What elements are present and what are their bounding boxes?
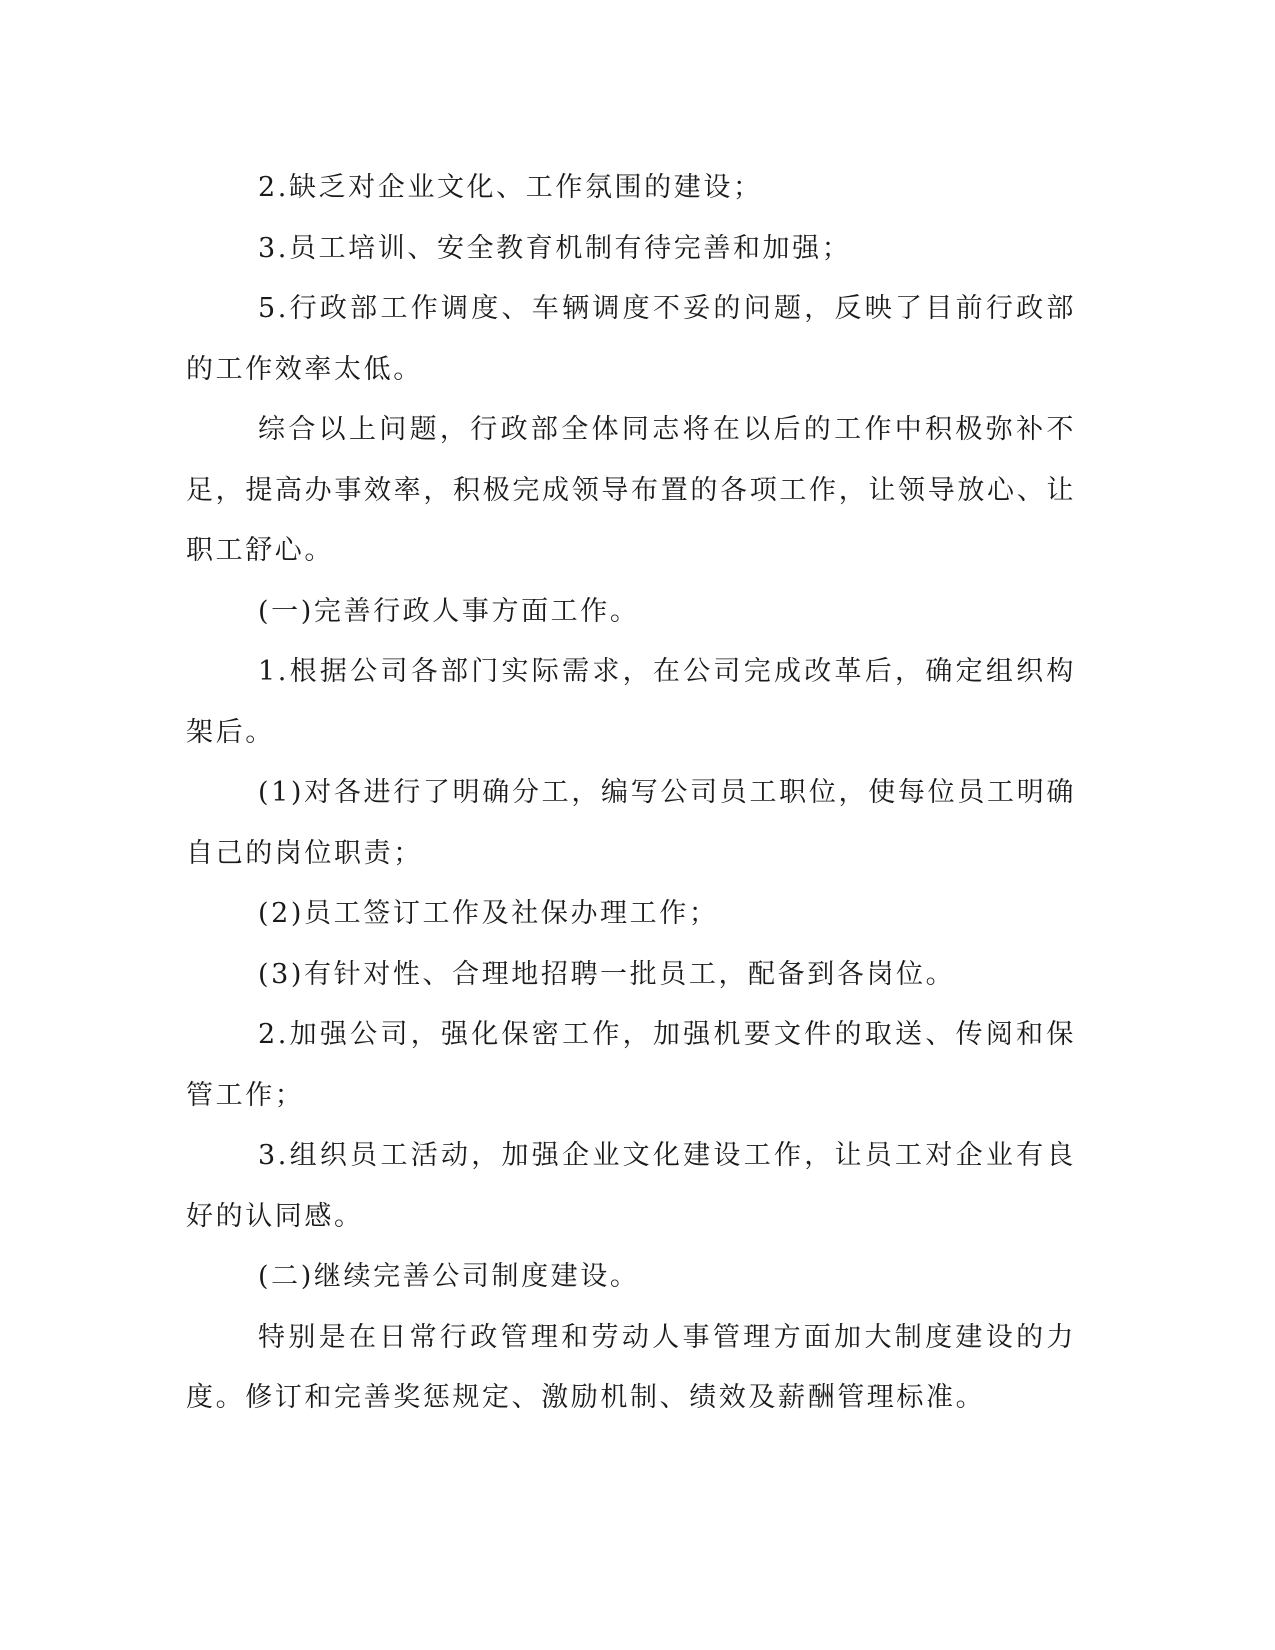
paragraph: 3.员工培训、安全教育机制有待完善和加强； [258,232,852,264]
paragraph: 1.根据公司各部门实际需求，在公司完成改革后，确定组织构架后。 [186,656,1076,748]
paragraph: 5.行政部工作调度、车辆调度不妥的问题，反映了目前行政部的工作效率太低。 [186,293,1076,385]
paragraph: (2)员工签订工作及社保办理工作； [258,898,719,929]
paragraph: (1)对各进行了明确分工，编写公司员工职位，使每位员工明确自己的岗位职责； [186,777,1076,869]
paragraph: 综合以上问题，行政部全体同志将在以后的工作中积极弥补不足，提高办事效率，积极完成领导布置的各项工作，让领导放心、让职工舒心。 [186,414,1076,566]
document-body [186,158,1076,1429]
paragraph: 2.加强公司，强化保密工作，加强机要文件的取送、传阅和保管工作； [186,1019,1076,1111]
paragraph: (3)有针对性、合理地招聘一批员工，配备到各岗位。 [258,958,956,990]
paragraph: 3.组织员工活动，加强企业文化建设工作，让员工对企业有良好的认同感。 [186,1140,1076,1232]
section-heading: (二)继续完善公司制度建设。 [258,1261,640,1292]
paragraph: 特别是在日常行政管理和劳动人事管理方面加大制度建设的力度。修订和完善奖惩规定、激励机制、绩效及薪酬管理标准。 [186,1321,1076,1413]
paragraph: 2.缺乏对企业文化、工作氛围的建设； [258,172,763,203]
section-heading: (一)完善行政人事方面工作。 [258,595,640,627]
